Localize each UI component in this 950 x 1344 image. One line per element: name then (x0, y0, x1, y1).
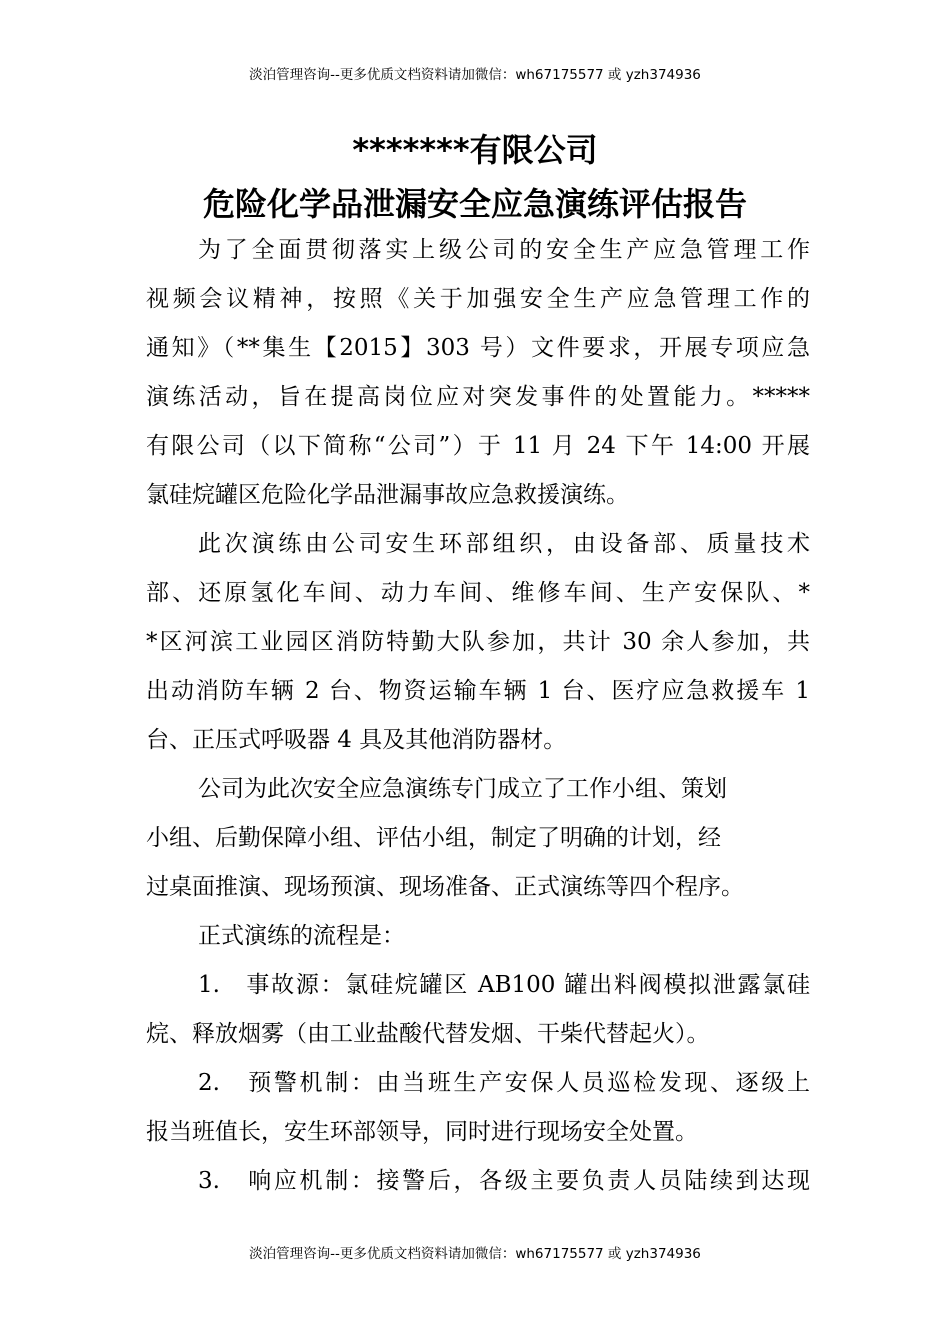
text-line: 出动消防车辆 2 台、物资运输车辆 1 台、医疗应急救援车 1 (146, 678, 810, 704)
document-title-company: *******有限公司 (352, 131, 598, 169)
text-line: 正式演练的流程是： (198, 923, 405, 949)
text-line: 3. 响应机制：接警后，各级主要负责人员陆续到达现 (198, 1168, 810, 1194)
text-line: 台、正压式呼吸器 4 具及其他消防器材。 (146, 727, 567, 753)
paragraph-organization (146, 765, 810, 912)
text-line: 视频会议精神，按照《关于加强安全生产应急管理工作的 (146, 286, 810, 312)
list-item (146, 961, 810, 1059)
header-watermark-note: 淡泊管理咨询--更多优质文档资料请加微信：wh67175577 或 yzh374936 (249, 67, 701, 83)
text-line: 氯硅烷罐区危险化学品泄漏事故应急救援演练。 (146, 482, 629, 508)
paragraph-process-intro (146, 912, 810, 961)
footer-watermark-note: 淡泊管理咨询--更多优质文档资料请加微信：wh67175577 或 yzh374936 (249, 1246, 701, 1262)
list-item (146, 1059, 810, 1157)
text-line: 此次演练由公司安生环部组织，由设备部、质量技术 (198, 531, 810, 557)
text-line: 2. 预警机制：由当班生产安保人员巡检发现、逐级上 (198, 1070, 810, 1096)
text-line: *区河滨工业园区消防特勤大队参加，共计 30 余人参加，共 (146, 629, 810, 655)
text-line: 烷、释放烟雾（由工业盐酸代替发烟、干柴代替起火）。 (146, 1021, 710, 1047)
text-line: 部、还原氢化车间、动力车间、维修车间、生产安保队、* (146, 580, 810, 606)
text-line: 演练活动，旨在提高岗位应对突发事件的处置能力。***** (146, 384, 810, 410)
document-title-report: 危险化学品泄漏安全应急演练评估报告 (202, 185, 747, 223)
paragraph-intro (146, 226, 810, 520)
document-body (146, 226, 810, 1206)
text-line: 1. 事故源：氯硅烷罐区 AB100 罐出料阀模拟泄露氯硅 (198, 972, 810, 998)
text-line: 有限公司（以下简称“公司”）于 11 月 24 下午 14:00 开展 (146, 433, 810, 459)
text-line: 通知》（**集生【2015】303 号）文件要求，开展专项应急 (146, 335, 810, 361)
list-item (146, 1157, 810, 1206)
text-line: 公司为此次安全应急演练专门成立了工作小组、策划 (198, 776, 727, 802)
text-line: 为了全面贯彻落实上级公司的安全生产应急管理工作 (198, 237, 810, 263)
text-line: 过桌面推演、现场预演、现场准备、正式演练等四个程序。 (146, 874, 744, 900)
text-line: 小组、后勤保障小组、评估小组，制定了明确的计划，经 (146, 825, 721, 851)
text-line: 报当班值长，安生环部领导，同时进行现场安全处置。 (146, 1119, 698, 1145)
paragraph-participants (146, 520, 810, 765)
